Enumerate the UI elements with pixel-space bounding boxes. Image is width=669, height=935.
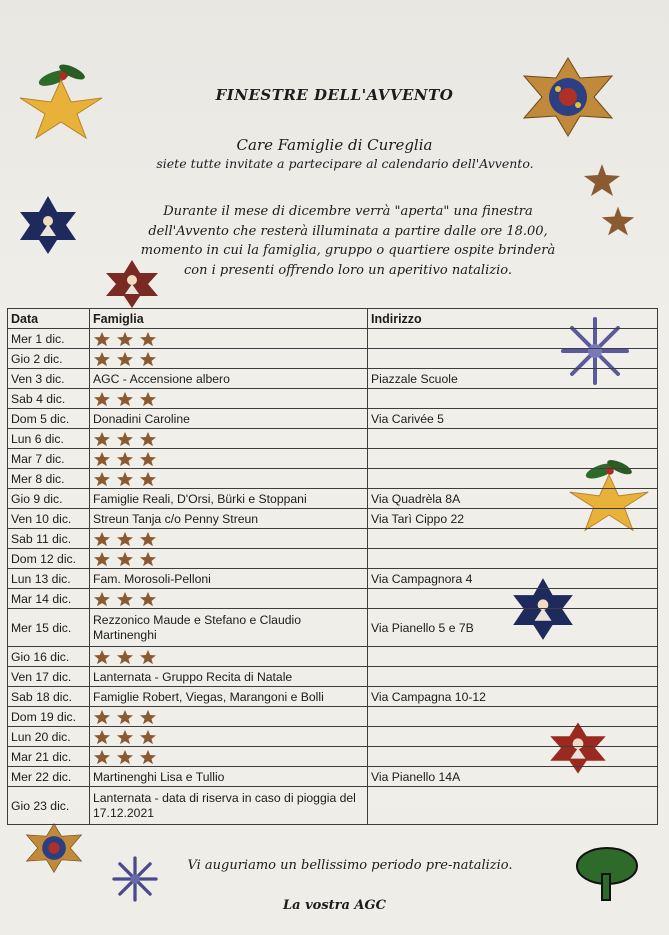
cell-family	[90, 529, 368, 549]
cell-family	[90, 349, 368, 369]
star-icon	[93, 709, 111, 725]
cell-date: Mer 1 dic.	[8, 329, 90, 349]
star-icon	[93, 649, 111, 665]
cell-date: Ven 10 dic.	[8, 509, 90, 529]
star-icon	[93, 591, 111, 607]
cell-date: Mar 7 dic.	[8, 449, 90, 469]
table-row	[8, 667, 658, 687]
cell-date: Mer 8 dic.	[8, 469, 90, 489]
invite-text: siete tutte invitate a partecipare al calendario dell'Avvento.	[156, 156, 534, 171]
star-placeholder	[93, 709, 162, 725]
cell-family	[90, 469, 368, 489]
star-icon	[139, 351, 157, 367]
mosaic-star-icon	[24, 820, 84, 876]
cell-family: Famiglie Reali, D'Orsi, Bürki e Stoppani	[90, 489, 368, 509]
cell-date: Mer 22 dic.	[8, 767, 90, 787]
cell-date: Sab 18 dic.	[8, 687, 90, 707]
cell-family: AGC - Accensione albero	[90, 369, 368, 389]
navy-star-angel-icon	[16, 194, 80, 256]
star-placeholder	[93, 531, 162, 547]
star-icon	[139, 551, 157, 567]
intro-line: dell'Avvento che resterà illuminata a partire dalle ore 18.00,	[148, 223, 548, 239]
star-icon	[116, 531, 134, 547]
cell-address	[368, 349, 658, 369]
greeting: Care Famiglie di Cureglia	[236, 136, 433, 154]
table-row	[8, 609, 658, 647]
table-body	[8, 329, 658, 825]
star-icon	[93, 331, 111, 347]
star-icon	[139, 531, 157, 547]
intro-line: Durante il mese di dicembre verrà "aperta" una finestra	[163, 204, 533, 219]
cell-address: Via Quadrèla 8A	[368, 489, 658, 509]
cell-date: Sab 11 dic.	[8, 529, 90, 549]
star-icon	[93, 531, 111, 547]
star-icon	[139, 331, 157, 347]
star-placeholder	[93, 431, 162, 447]
cell-family	[90, 449, 368, 469]
table-row	[8, 329, 658, 349]
table-row	[8, 767, 658, 787]
star-icon	[116, 551, 134, 567]
cell-family	[90, 747, 368, 767]
star-icon	[93, 551, 111, 567]
tree-icon	[574, 844, 640, 904]
table-row	[8, 727, 658, 747]
cell-address	[368, 449, 658, 469]
cell-address: Via Campagnora 4	[368, 569, 658, 589]
cell-family: Lanternata - Gruppo Recita di Natale	[90, 667, 368, 687]
star-icon	[139, 471, 157, 487]
table-row	[8, 449, 658, 469]
cell-family: Donadini Caroline	[90, 409, 368, 429]
cell-family: Streun Tanja c/o Penny Streun	[90, 509, 368, 529]
star-icon	[139, 591, 157, 607]
star-icon	[116, 451, 134, 467]
star-placeholder	[93, 331, 162, 347]
cell-address	[368, 529, 658, 549]
star-placeholder	[93, 351, 162, 367]
advent-calendar-table	[7, 308, 658, 825]
snowflake-icon	[112, 856, 158, 902]
table-row	[8, 489, 658, 509]
cell-address	[368, 549, 658, 569]
star-placeholder	[93, 649, 162, 665]
cell-address	[368, 787, 658, 825]
star-placeholder	[93, 729, 162, 745]
cell-date: Dom 5 dic.	[8, 409, 90, 429]
cell-family	[90, 727, 368, 747]
cell-date: Lun 20 dic.	[8, 727, 90, 747]
star-placeholder	[93, 471, 162, 487]
cell-address	[368, 667, 658, 687]
star-icon	[116, 331, 134, 347]
table-row	[8, 429, 658, 449]
cell-family: Famiglie Robert, Viegas, Marangoni e Bolli	[90, 687, 368, 707]
cell-address	[368, 647, 658, 667]
cell-address	[368, 707, 658, 727]
cell-date: Ven 3 dic.	[8, 369, 90, 389]
cell-date: Ven 17 dic.	[8, 667, 90, 687]
cell-date: Gio 23 dic.	[8, 787, 90, 825]
star-icon	[139, 709, 157, 725]
star-icon	[116, 591, 134, 607]
cell-date: Lun 13 dic.	[8, 569, 90, 589]
table-row	[8, 787, 658, 825]
star-icon	[116, 749, 134, 765]
cell-address	[368, 589, 658, 609]
table-row	[8, 747, 658, 767]
intro-line: momento in cui la famiglia, gruppo o quartiere ospite brinderà	[140, 243, 556, 258]
star-icon	[93, 471, 111, 487]
star-icon	[93, 749, 111, 765]
cell-address: Via Carivée 5	[368, 409, 658, 429]
star-icon	[139, 451, 157, 467]
table-row	[8, 687, 658, 707]
cell-address: Via Pianello 14A	[368, 767, 658, 787]
star-icon	[93, 729, 111, 745]
cell-address	[368, 389, 658, 409]
star-icon	[116, 391, 134, 407]
cell-date: Lun 6 dic.	[8, 429, 90, 449]
cell-address: Via Pianello 5 e 7B	[368, 609, 658, 647]
table-row	[8, 569, 658, 589]
header-address: Indirizzo	[368, 309, 658, 329]
cell-address	[368, 727, 658, 747]
star-icon	[116, 729, 134, 745]
table-row	[8, 707, 658, 727]
table-row	[8, 469, 658, 489]
table-row	[8, 647, 658, 667]
star-icon	[116, 709, 134, 725]
table-row	[8, 549, 658, 569]
cell-family	[90, 707, 368, 727]
star-placeholder	[93, 551, 162, 567]
star-icon	[116, 649, 134, 665]
cell-address	[368, 469, 658, 489]
cell-address: Via Campagna 10-12	[368, 687, 658, 707]
cell-date: Dom 19 dic.	[8, 707, 90, 727]
cell-address	[368, 329, 658, 349]
cell-family: Fam. Morosoli-Pelloni	[90, 569, 368, 589]
table-row	[8, 509, 658, 529]
star-placeholder	[93, 591, 162, 607]
star-icon	[116, 431, 134, 447]
cell-date: Gio 16 dic.	[8, 647, 90, 667]
cell-date: Mar 21 dic.	[8, 747, 90, 767]
cell-date: Gio 9 dic.	[8, 489, 90, 509]
table-row	[8, 409, 658, 429]
cell-family	[90, 329, 368, 349]
table-header-row	[8, 309, 658, 329]
cell-family	[90, 589, 368, 609]
cell-family	[90, 389, 368, 409]
header-date: Data	[8, 309, 90, 329]
cell-date: Dom 12 dic.	[8, 549, 90, 569]
table-row	[8, 349, 658, 369]
cell-family: Lanternata - data di riserva in caso di pioggia del 17.12.2021	[90, 787, 368, 825]
star-icon	[93, 351, 111, 367]
cell-date: Mer 15 dic.	[8, 609, 90, 647]
star-icon	[93, 391, 111, 407]
intro-line: con i presenti offrendo loro un aperitivo natalizio.	[184, 262, 512, 278]
star-icon	[139, 391, 157, 407]
table-row	[8, 369, 658, 389]
cell-family: Rezzonico Maude e Stefano e Claudio Martinenghi	[90, 609, 368, 647]
star-icon	[139, 649, 157, 665]
signature: La vostra AGC	[283, 898, 386, 913]
cell-family: Martinenghi Lisa e Tullio	[90, 767, 368, 787]
table-row	[8, 529, 658, 549]
star-icon	[93, 451, 111, 467]
cell-family	[90, 647, 368, 667]
star-placeholder	[93, 451, 162, 467]
cell-date: Gio 2 dic.	[8, 349, 90, 369]
cell-family	[90, 429, 368, 449]
cell-date: Mar 14 dic.	[8, 589, 90, 609]
star-icon	[139, 431, 157, 447]
cell-family	[90, 549, 368, 569]
brown-star-icon	[600, 204, 636, 238]
star-icon	[116, 471, 134, 487]
cell-address: Via Tarì Cippo 22	[368, 509, 658, 529]
cell-date: Sab 4 dic.	[8, 389, 90, 409]
header-family: Famiglia	[90, 309, 368, 329]
star-placeholder	[93, 749, 162, 765]
cell-address	[368, 747, 658, 767]
star-icon	[116, 351, 134, 367]
cell-address: Piazzale Scuole	[368, 369, 658, 389]
table-row	[8, 589, 658, 609]
star-placeholder	[93, 391, 162, 407]
cell-address	[368, 429, 658, 449]
star-icon	[139, 749, 157, 765]
table-row	[8, 389, 658, 409]
intro-paragraph	[118, 202, 578, 280]
closing-text: Vi auguriamo un bellissimo periodo pre-natalizio.	[187, 858, 513, 873]
page-title: FINESTRE DELL'AVVENTO	[215, 86, 454, 104]
star-icon	[93, 431, 111, 447]
star-icon	[139, 729, 157, 745]
